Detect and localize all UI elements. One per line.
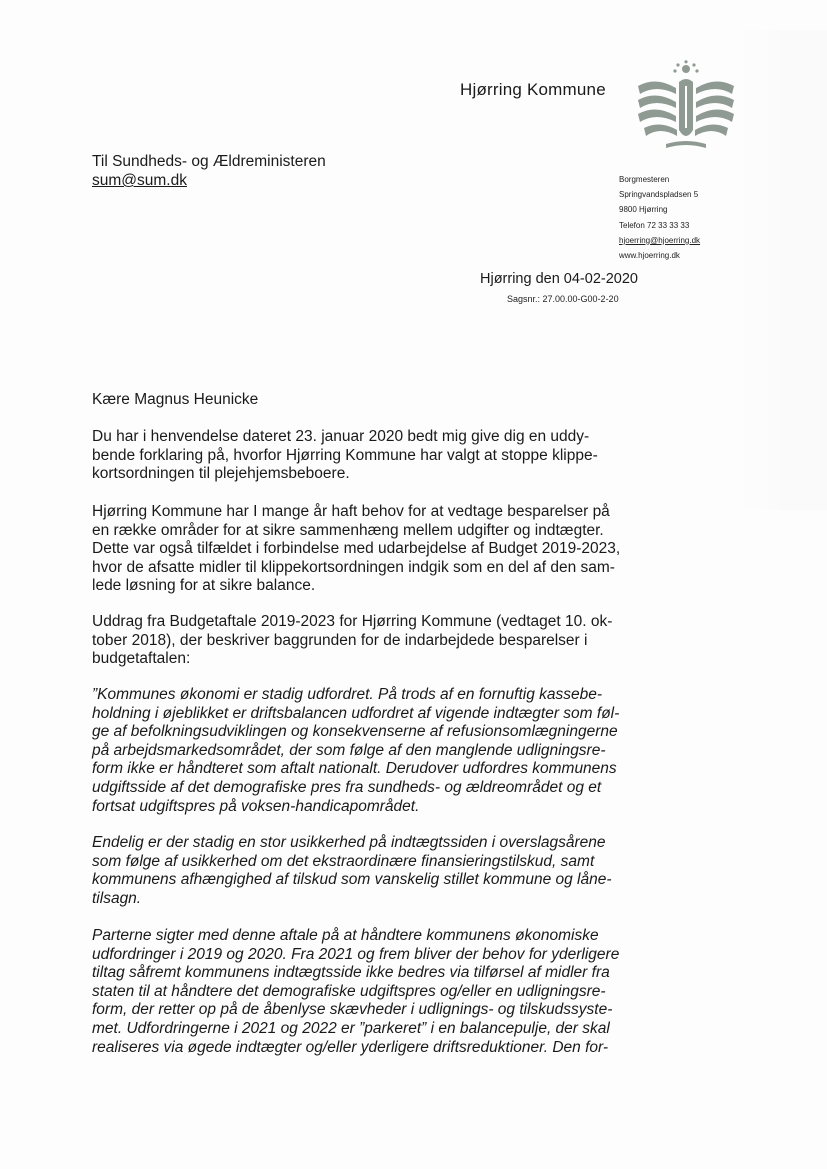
quote-line: på arbejdsmarkedsområdet, der som følge af den manglende udligningsre- <box>92 741 606 759</box>
paragraph-3 <box>92 613 652 669</box>
scan-artifact <box>737 30 827 510</box>
quote-paragraph-3 <box>92 927 652 1057</box>
quote-line: realiseres via øgede indtægter og/eller yderligere driftsreduktioner. Den for- <box>92 1038 609 1056</box>
quote-line: Parterne sigter med denne aftale på at håndtere kommunens økonomiske <box>92 927 599 944</box>
sender-city: 9800 Hjørring <box>619 205 668 215</box>
quote-line: met. Udfordringerne i 2021 og 2022 er ”parkeret” i en balancepulje, der skal <box>92 1019 610 1037</box>
quote-line: form ikke er håndteret som aftalt nationalt. Derudover udfordres kommunens <box>92 760 617 778</box>
case-number: Sagsnr.: 27.00.00-G00-2-20 <box>507 294 619 304</box>
quote-line: ”Kommunes økonomi er stadig udfordret. På trods af en fornuftig kassebe- <box>92 686 603 703</box>
quote-line: kommunens afhængighed af tilskud som vanskelig stillet kommune og låne- <box>92 871 612 889</box>
paragraph-1 <box>92 428 652 484</box>
quote-line: som følge af usikkerhed om det ekstraordinære finansieringstilskud, samt <box>92 852 595 870</box>
paragraph-line: Dette var også tilfældet i forbindelse med udarbejdelse af Budget 2019-2023, <box>92 540 621 558</box>
salutation: Kære Magnus Heunicke <box>92 391 259 408</box>
recipient-block <box>92 152 326 190</box>
paragraph-line: budgetaftalen: <box>92 650 191 668</box>
paragraph-line: en række områder for at sikre sammenhæng mellem udgifter og indtægter. <box>92 521 604 539</box>
hjorring-coat-of-arms-icon <box>636 60 736 152</box>
sender-title: Borgmesteren <box>619 175 670 184</box>
quote-line: tiltag såfremt kommunens indtægtsside ikke bedres via tilførsel af midler fra <box>92 964 610 982</box>
sender-block <box>619 172 700 263</box>
recipient-name: Til Sundheds- og Ældreministeren <box>92 153 326 170</box>
quote-paragraph-2 <box>92 834 652 908</box>
paragraph-line: hvor de afsatte midler til klippekortsordningen indgik som en del af den sam- <box>92 558 615 576</box>
quote-paragraph-1 <box>92 686 652 816</box>
quote-line: udfordringer i 2019 og 2020. Fra 2021 og frem bliver der behov for yderligere <box>92 945 620 963</box>
org-name: Hjørring Kommune <box>460 80 606 99</box>
paragraph-line: tober 2018), der beskriver baggrunden for de indarbejdede besparelser i <box>92 631 588 649</box>
quote-line: form, der retter op på de åbenlyse skævheder i udlignings- og tilskudssyste- <box>92 1001 613 1019</box>
sender-street: Springvandspladsen 5 <box>619 190 699 200</box>
sender-phone: Telefon 72 33 33 33 <box>619 220 690 230</box>
quote-line: ge af befolkningsudviklingen og konsekvenserne af refusionsomlægningerne <box>92 723 618 741</box>
paragraph-line: kortsordningen til plejehjemsbeboere. <box>92 465 350 483</box>
quote-line: Endelig er der stadig en stor usikkerhed på indtægtssiden i overslagsårene <box>92 834 606 851</box>
quote-line: udgiftsside af det demografiske pres fra sundheds- og ældreområdet og et <box>92 778 602 796</box>
paragraph-line: lede løsning for at sikre balance. <box>92 577 316 595</box>
recipient-email[interactable]: sum@sum.dk <box>92 172 187 189</box>
paragraph-line: bende forklaring på, hvorfor Hjørring Kommune har valgt at stoppe klippe- <box>92 446 598 464</box>
paragraph-2 <box>92 503 652 596</box>
quote-line: holdning i øjeblikket er driftsbalancen udfordret af vigende indtægter som føl- <box>92 704 620 722</box>
date-line: Hjørring den 04-02-2020 <box>480 271 638 287</box>
sender-email[interactable]: hjoerring@hjoerring.dk <box>619 235 701 245</box>
quote-line: fortsat udgiftspres på voksen-handicapområdet. <box>92 797 420 815</box>
quote-line: tilsagn. <box>92 889 142 907</box>
paragraph-line: Hjørring Kommune har I mange år haft behov for at vedtage besparelser på <box>92 503 610 520</box>
quote-line: staten til at håndtere det demografiske udgiftspres og/eller en udligningsre- <box>92 982 606 1000</box>
paragraph-line: Du har i henvendelse dateret 23. januar 2020 bedt mig give dig en uddy- <box>92 428 590 445</box>
sender-web[interactable]: www.hjoerring.dk <box>619 251 680 261</box>
paragraph-line: Uddrag fra Budgetaftale 2019-2023 for Hjørring Kommune (vedtaget 10. ok- <box>92 613 613 630</box>
